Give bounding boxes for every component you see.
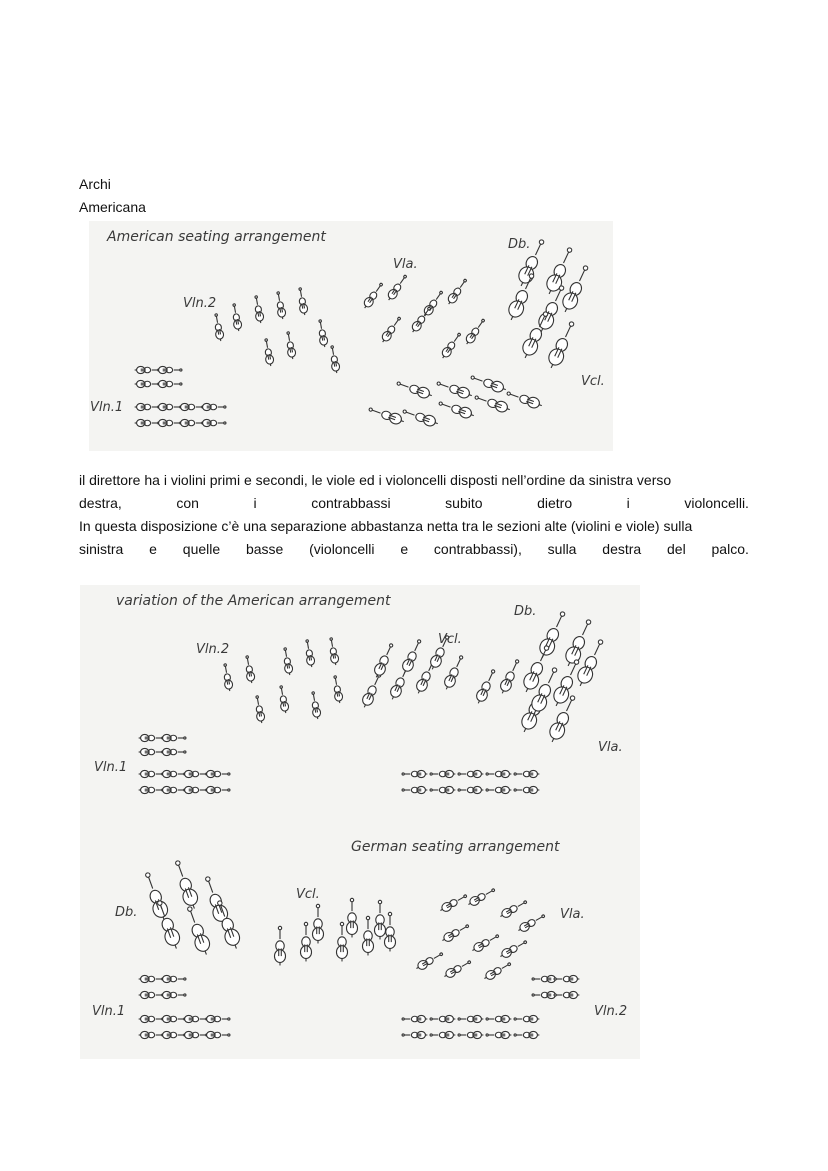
label-db: Db. (508, 237, 531, 252)
paragraph-line-1: il direttore ha i violini primi e secondi, le viole ed i violoncelli disposti nell’ordine da sinistra verso (79, 472, 672, 488)
viola-icon (379, 315, 403, 344)
violin-icon (327, 637, 339, 666)
label-vla: Vla. (598, 740, 623, 755)
violin-icon (157, 380, 182, 387)
cello-icon (312, 904, 323, 943)
double-bass-icon (182, 905, 213, 957)
double-bass-icon (140, 871, 171, 923)
violin-icon (230, 303, 242, 332)
violin-icon (221, 663, 233, 692)
viola-icon (463, 317, 487, 346)
cello-icon (401, 406, 439, 428)
violin-icon (205, 1015, 230, 1022)
label-vln1: Vln.1 (94, 760, 128, 775)
violin-icon (486, 770, 511, 777)
violin-icon (139, 1031, 164, 1038)
violin-icon (402, 1015, 427, 1022)
violin-icon (139, 991, 164, 998)
viola-icon (385, 273, 409, 302)
violin-icon (139, 770, 164, 777)
violin-icon (402, 770, 427, 777)
viola-icon (414, 950, 444, 972)
violin-icon (139, 748, 164, 755)
cello-icon (442, 654, 467, 692)
violin-icon (161, 786, 186, 793)
label-vln2: Vln.2 (196, 642, 230, 657)
violin-icon (331, 675, 343, 704)
viola-icon (498, 898, 528, 920)
violin-icon (161, 734, 186, 741)
viola-icon (439, 331, 463, 360)
violin-icon (284, 331, 296, 360)
figure-variation-and-german-seating (80, 585, 640, 1059)
violin-icon (157, 419, 182, 426)
violin-icon (514, 786, 539, 793)
violin-icon (183, 786, 208, 793)
subsection-title: Americana (79, 199, 146, 215)
cello-icon (498, 658, 523, 696)
violin-icon (161, 1031, 186, 1038)
description-paragraph (79, 469, 749, 561)
violin-icon (430, 1015, 455, 1022)
violin-icon (183, 770, 208, 777)
violin-icon (205, 1031, 230, 1038)
viola-icon (361, 281, 385, 310)
violin-icon (252, 295, 264, 324)
cello-icon (300, 922, 311, 961)
violin-icon (161, 975, 186, 982)
viola-icon (409, 305, 433, 334)
violin-icon (179, 403, 204, 410)
cello-icon (367, 404, 405, 426)
violin-icon (430, 786, 455, 793)
double-bass-icon (170, 859, 201, 911)
label-vla: Vla. (393, 257, 418, 272)
violin-icon (157, 403, 182, 410)
violin-icon (157, 366, 182, 373)
section-title: Archi (79, 176, 111, 192)
label-vln2: Vln.2 (183, 296, 217, 311)
cello-icon (374, 900, 385, 939)
double-bass-icon (550, 657, 584, 709)
violin-icon (183, 1015, 208, 1022)
violin-icon (430, 1031, 455, 1038)
violin-icon (458, 770, 483, 777)
viola-icon (466, 886, 496, 908)
cello-icon (437, 398, 475, 420)
paragraph-line-3: In questa disposizione c’è una separazione abbastanza netta tra le sezioni alte (violini e viole) sulla (79, 518, 693, 534)
violin-icon (402, 786, 427, 793)
violin-icon (402, 1031, 427, 1038)
violin-icon (205, 786, 230, 793)
cello-icon (395, 378, 433, 400)
label-vla: Vla. (560, 907, 585, 922)
violin-icon (514, 1015, 539, 1022)
violin-icon (161, 748, 186, 755)
violin-icon (281, 647, 293, 676)
violin-icon (135, 403, 160, 410)
double-bass-icon (536, 609, 570, 661)
cello-icon (384, 912, 395, 951)
label-db: Db. (514, 604, 537, 619)
violin-icon (201, 419, 226, 426)
violin-icon (201, 403, 226, 410)
viola-icon (482, 960, 512, 982)
violin-icon (135, 380, 160, 387)
paragraph-line-4: sinistra e quelle basse (violoncelli e contrabbassi), sulla destra del palco. (79, 541, 749, 557)
violin-icon (183, 1031, 208, 1038)
violin-icon (253, 695, 265, 724)
viola-icon (498, 938, 528, 960)
cello-icon (274, 926, 285, 965)
figure-title: German seating arrangement (351, 839, 560, 855)
cello-icon (505, 388, 543, 410)
violin-icon (486, 786, 511, 793)
violin-icon (486, 1031, 511, 1038)
viola-icon (438, 892, 468, 914)
paragraph-line-2: destra, con i contrabbassi subito dietro i violoncelli. (79, 495, 749, 511)
cello-icon (346, 898, 357, 937)
label-vln2: Vln.2 (594, 1004, 628, 1019)
violin-icon (262, 338, 274, 367)
cello-icon (362, 916, 373, 955)
cello-icon (474, 668, 499, 706)
violin-icon (514, 1031, 539, 1038)
violin-icon (139, 786, 164, 793)
violin-icon (309, 691, 321, 720)
label-vln1: Vln.1 (90, 400, 124, 415)
label-vln1: Vln.1 (92, 1004, 126, 1019)
figure-title: American seating arrangement (107, 229, 326, 245)
violin-icon (139, 734, 164, 741)
viola-icon (470, 932, 500, 954)
viola-icon (445, 277, 469, 306)
violin-icon (430, 770, 455, 777)
violin-icon (274, 291, 286, 320)
cello-icon (469, 372, 507, 394)
violin-icon (514, 770, 539, 777)
label-db: Db. (115, 905, 138, 920)
violin-icon (277, 685, 289, 714)
violin-icon (458, 786, 483, 793)
viola-icon (440, 922, 470, 944)
violin-icon (212, 313, 224, 342)
violin-icon (161, 1015, 186, 1022)
cello-icon (473, 392, 511, 414)
viola-icon (516, 912, 546, 934)
label-vcl: Vcl. (438, 632, 462, 647)
cello-icon (336, 922, 347, 961)
violin-icon (554, 991, 579, 998)
violin-icon (486, 1015, 511, 1022)
violin-icon (135, 366, 160, 373)
violin-icon (161, 770, 186, 777)
label-vcl: Vcl. (296, 887, 320, 902)
figure-title: variation of the American arrangement (116, 593, 391, 609)
violin-icon (303, 639, 315, 668)
violin-icon (179, 419, 204, 426)
violin-icon (243, 655, 255, 684)
violin-icon (139, 1015, 164, 1022)
violin-icon (458, 1031, 483, 1038)
violin-icon (316, 319, 328, 348)
viola-icon (442, 958, 472, 980)
label-vcl: Vcl. (581, 374, 605, 389)
cello-icon (372, 642, 397, 680)
violin-icon (554, 975, 579, 982)
violin-icon (458, 1015, 483, 1022)
cello-icon (435, 378, 473, 400)
violin-icon (205, 770, 230, 777)
cello-icon (360, 672, 385, 710)
cello-icon (400, 638, 425, 676)
violin-icon (139, 975, 164, 982)
violin-icon (296, 287, 308, 316)
violin-icon (135, 419, 160, 426)
violin-icon (161, 991, 186, 998)
violin-icon (328, 345, 340, 374)
figure-american-seating (89, 221, 613, 451)
